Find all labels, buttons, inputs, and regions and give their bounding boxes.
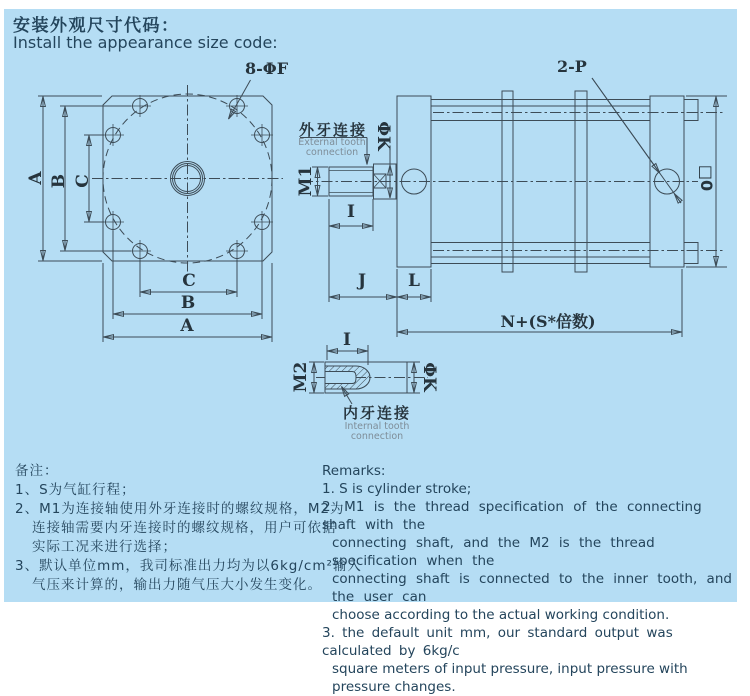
remarks-en-line: connecting shaft, and the M2 is the thread specification when the <box>332 535 655 569</box>
remarks-en-line: connecting shaft is connected to the inner tooth, and the user can <box>332 571 732 605</box>
external-tooth-label-en1: External tooth <box>298 137 366 148</box>
remarks-en-line: square meters of input pressure, input pressure with pressure changes. <box>332 661 688 695</box>
dim-l-label: L <box>408 271 420 291</box>
remarks-en <box>322 462 738 696</box>
remarks-zh-heading: 备注： <box>15 463 59 479</box>
page-title-en: Install the appearance size code: <box>13 33 278 52</box>
port-2p-label: 2-P <box>557 57 587 76</box>
dim-c-left-label: C <box>72 174 93 188</box>
dim-j-label: J <box>357 271 367 291</box>
page-title-zh: 安装外观尺寸代码： <box>13 16 180 36</box>
dim-a-bottom-label: A <box>180 316 194 336</box>
dim-a-left-label: A <box>25 171 46 185</box>
remarks-zh-line: 连接轴需要内牙连接时的螺纹规格，用户可依据 <box>32 520 337 536</box>
remarks-zh-line: 1、S为气缸行程； <box>15 482 136 498</box>
remarks-zh <box>15 462 362 595</box>
remarks-en-line: choose according to the actual working condition. <box>332 607 670 623</box>
dim-b-bottom-label: B <box>180 293 196 313</box>
total-length-label: N+(S*倍数) <box>500 312 596 331</box>
internal-tooth-label-en1: Internal tooth <box>344 421 410 432</box>
thread-len-side-label: I <box>347 202 355 222</box>
detail-view-drawing <box>309 345 428 404</box>
remarks-en-heading: Remarks: <box>322 463 386 479</box>
shaft-dia-side-label: ΦK <box>373 121 394 151</box>
remarks-zh-line: 3、默认单位mm，我司标准出力均为以6kg/cm²输入 <box>15 558 362 574</box>
remarks-en-line: 3. the default unit mm, our standard output was calculated by 6kg/c <box>322 625 673 659</box>
thread-depth-label: I <box>343 330 351 350</box>
external-tooth-label-en2: connection <box>305 147 359 158</box>
remarks-zh-line: 实际工况来进行选择； <box>32 539 177 555</box>
external-tooth-label-zh: 外牙连接 <box>299 121 368 139</box>
internal-tooth-label-zh: 内牙连接 <box>343 404 412 422</box>
dim-c-bottom-label: C <box>182 271 196 291</box>
side-view-drawing <box>300 78 727 337</box>
bolt-hole-count-label: 8-ΦF <box>245 59 289 78</box>
remarks-en-line: 1. S is cylinder stroke; <box>322 481 472 497</box>
internal-tooth-label-en2: connection <box>350 431 404 442</box>
front-view-drawing <box>38 80 283 342</box>
shaft-dia-detail-label: ΦK <box>419 362 440 392</box>
remarks-zh-line: 气压来计算的，输出力随气压大小发生变化。 <box>32 577 322 593</box>
remarks-zh-line: 2、M1为连接轴使用外牙连接时的螺纹规格，M2为 <box>15 501 345 517</box>
remarks-en-line: 2. M1 is the thread specification of the connecting shaft with the <box>322 499 702 533</box>
thread-m2-label: M2 <box>290 361 311 393</box>
square-size-label: □0 <box>697 164 716 192</box>
thread-m1-label: M1 <box>295 165 316 197</box>
dim-b-left-label: B <box>48 173 69 189</box>
